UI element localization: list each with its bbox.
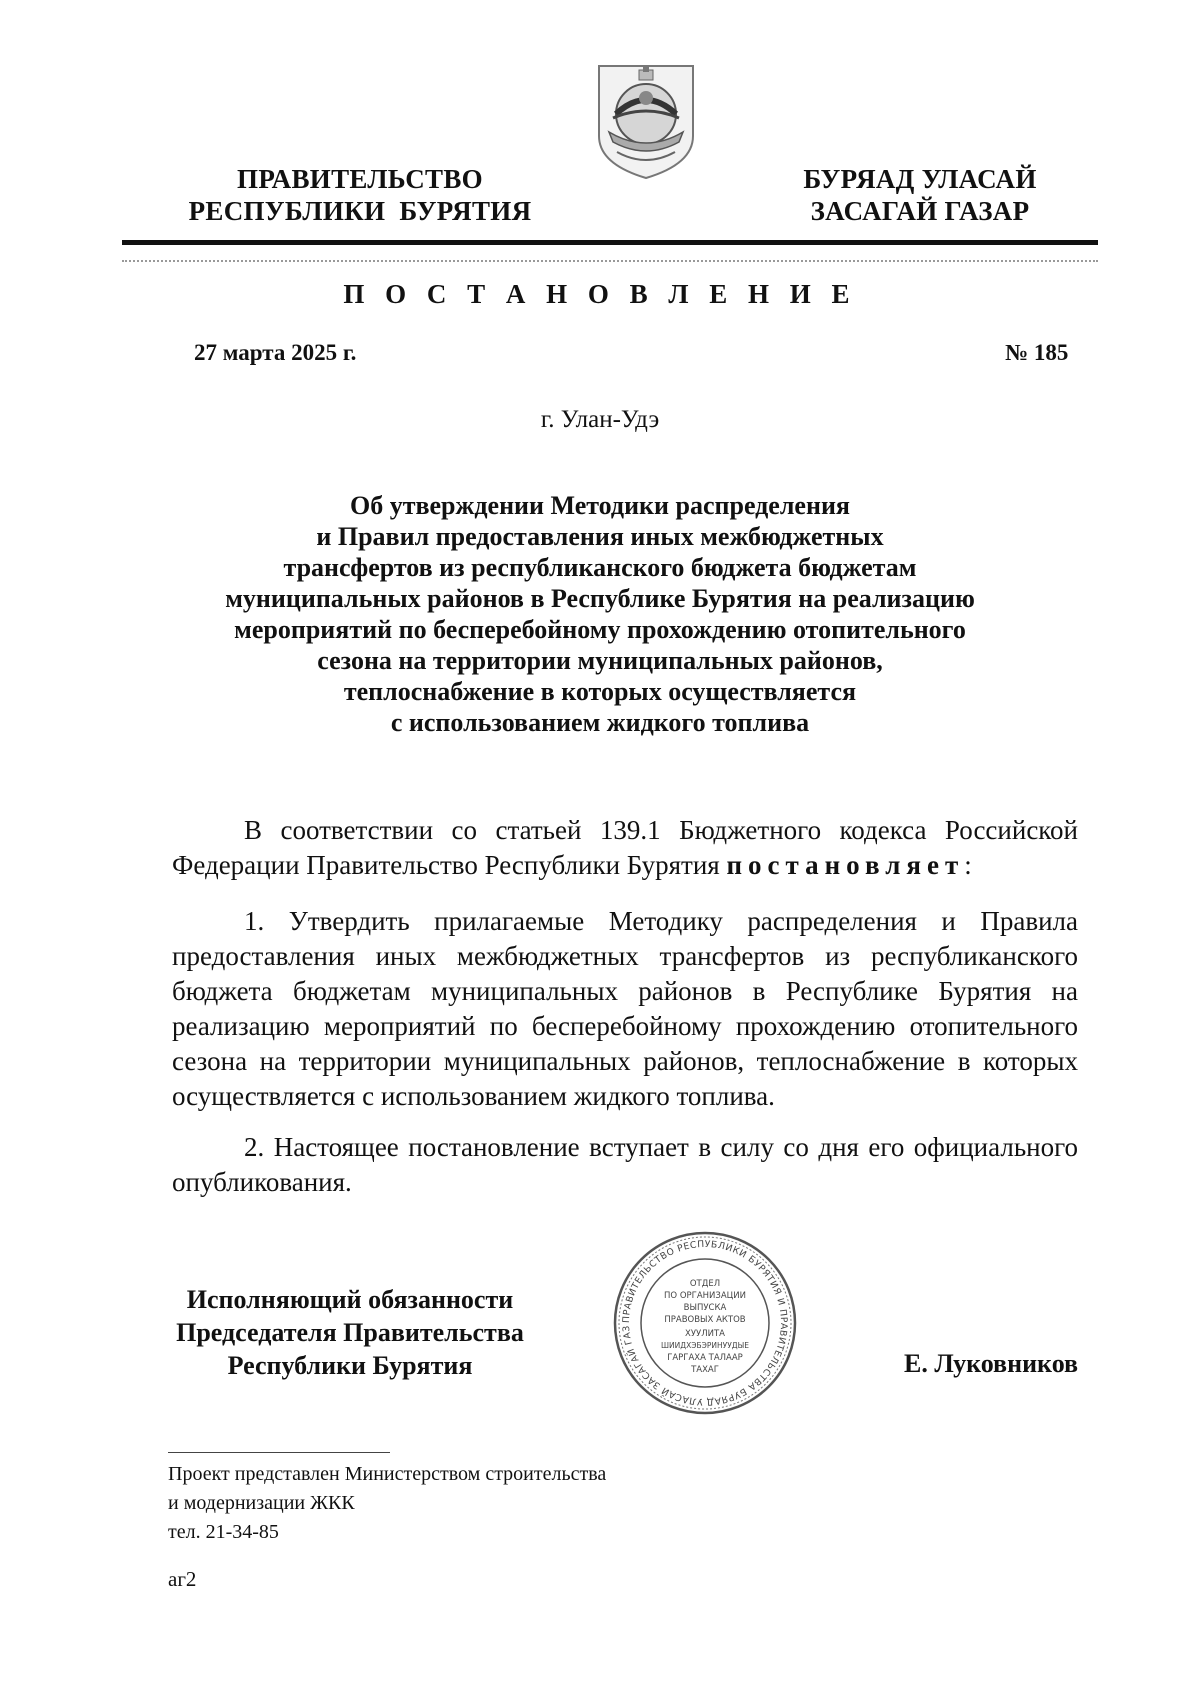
header-left [160, 163, 560, 227]
stamp-inner-line: ГАРГАХА ТАЛААР [667, 1353, 743, 1363]
title-line: трансфертов из республиканского бюджета бюджетам [283, 553, 917, 582]
stamp-inner-line: ПО ОРГАНИЗАЦИИ [664, 1291, 746, 1301]
header-divider-dotted [122, 260, 1098, 262]
footer-line: Проект представлен Министерством строительства [168, 1463, 607, 1485]
signatory-position-line: Исполняющий обязанности [186, 1285, 514, 1314]
body-item-2: 2. Настоящее постановление вступает в силу со дня его официального опубликования. [172, 1132, 1078, 1197]
document-title [150, 490, 1050, 738]
stamp-inner-line: ТАХАГ [691, 1365, 719, 1375]
document-number: № 185 [1005, 340, 1069, 365]
official-stamp [612, 1230, 798, 1416]
signatory-position [150, 1283, 550, 1382]
document-date: 27 марта 2025 г. [194, 340, 357, 365]
footer-note [168, 1460, 768, 1547]
stamp-inner-line: ПРАВОВЫХ АКТОВ [664, 1315, 746, 1325]
document-city: г. Улан-Удэ [540, 406, 660, 433]
footer-line: тел. 21-34-85 [168, 1521, 279, 1543]
title-line: мероприятий по бесперебойному прохождению отопительного [234, 615, 966, 644]
intro-end: : [964, 850, 972, 880]
title-line: и Правил предоставления иных межбюджетных [316, 522, 884, 551]
title-line: Об утверждении Методики распределения [349, 491, 851, 520]
stamp-inner-line: ХУУЛИТА [685, 1329, 725, 1339]
header-left-line: ПРАВИТЕЛЬСТВО [237, 164, 483, 194]
header-right [760, 163, 1080, 227]
intro-text: В соответствии со статьей 139.1 Бюджетного кодекса Российской Федерации Правительство Республики Бурятия [172, 815, 1078, 880]
intro-decree-word: постановляет [726, 850, 965, 880]
header-right-line: ЗАСАГАЙ ГАЗАР [810, 196, 1030, 226]
stamp-inner-line: ВЫПУСКА [683, 1303, 727, 1313]
document-type: П О С Т А Н О В Л Е Н И Е [343, 279, 857, 309]
title-line: с использованием жидкого топлива [390, 708, 810, 737]
title-line: теплоснабжение в которых осуществляется [343, 677, 857, 706]
title-line: сезона на территории муниципальных районов, [317, 646, 883, 675]
signatory-position-line: Республики Бурятия [227, 1351, 473, 1380]
title-line: муниципальных районов в Республике Бурятия на реализацию [225, 584, 975, 613]
coat-of-arms-icon [593, 56, 699, 180]
body-intro-paragraph [172, 813, 1078, 883]
header-left-line: РЕСПУБЛИКИ БУРЯТИЯ [188, 196, 532, 226]
footer-line: и модернизации ЖКК [168, 1492, 355, 1514]
body-item-1: 1. Утвердить прилагаемые Методику распределения и Правила предоставления иных межбюджетных трансфертов из республиканского бюджета бюджетам муниципальных районов в Республике Бурятия на реализацию мероприятий по бесперебойному прохождению отопительного сезона на территории муниципальных районов, теплоснабжение в которых осуществляется с использованием жидкого топлива. [172, 906, 1078, 1111]
signatory-position-line: Председателя Правительства [176, 1318, 524, 1347]
header-divider [122, 240, 1098, 245]
stamp-inner-line: ШИИДХЭБЭРИНУУДЫЕ [661, 1341, 749, 1350]
stamp-outer-text: ПРАВИТЕЛЬСТВО РЕСПУБЛИКИ БУРЯТИЯ И ПРАВИТЕЛЬСТВА БУРЯАД УЛАСАЙ ЗАСАГАЙ ГАЗ [620, 1238, 790, 1408]
stamp-inner-line: ОТДЕЛ [689, 1279, 721, 1289]
signatory-name: Е. Луковников [904, 1349, 1079, 1378]
footer-divider [168, 1452, 390, 1453]
footer-code: аг2 [168, 1567, 197, 1591]
header-right-line: БУРЯАД УЛАСАЙ [803, 164, 1037, 194]
